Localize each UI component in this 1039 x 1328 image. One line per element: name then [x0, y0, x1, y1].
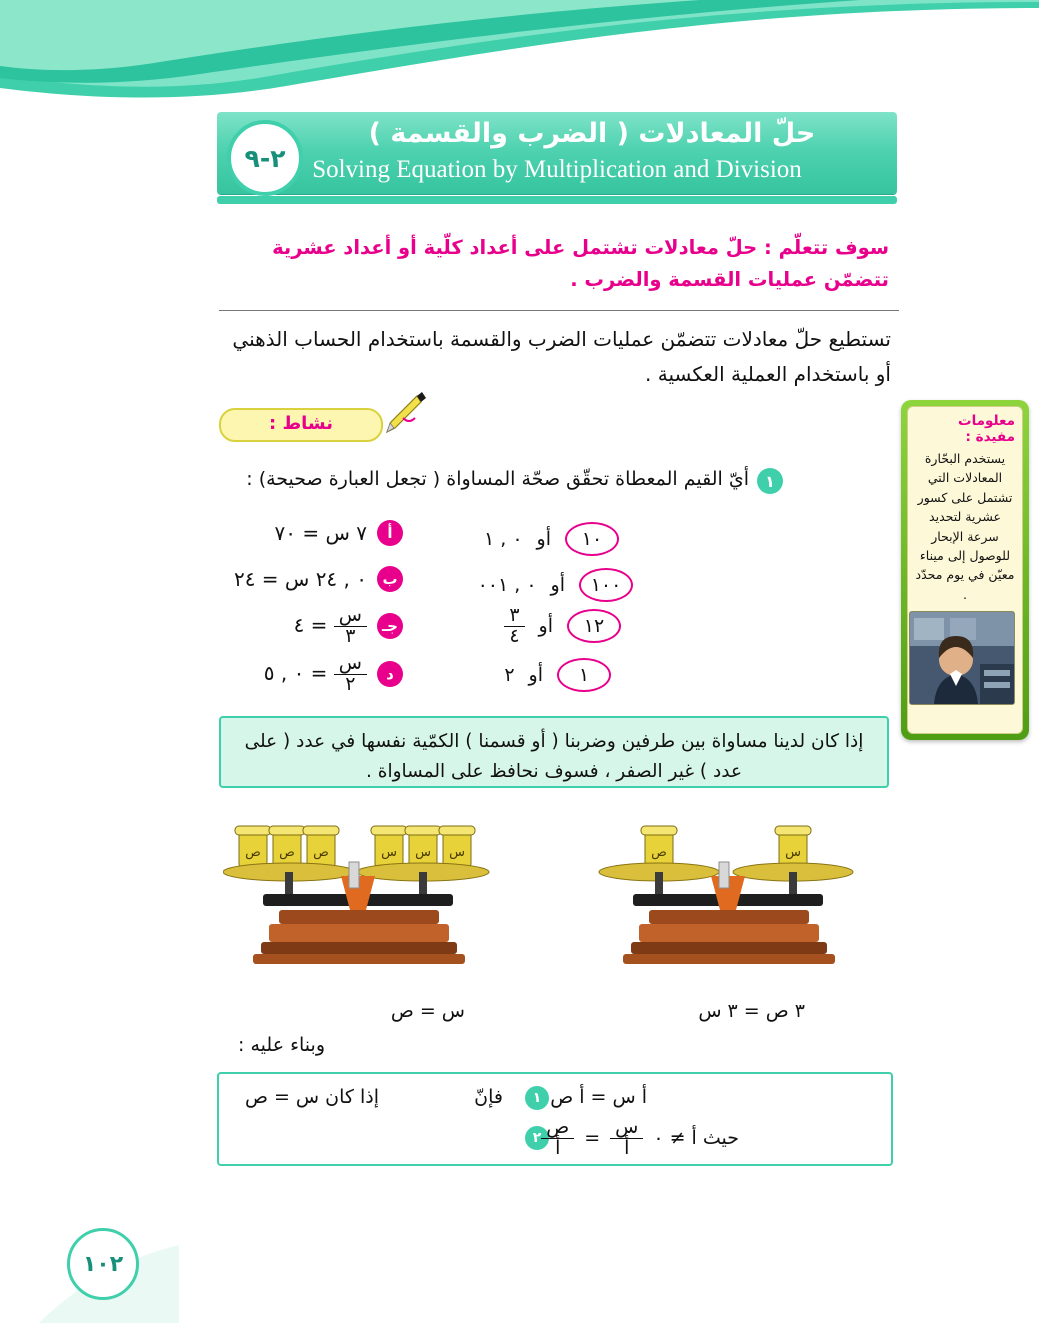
- q1-item-d-choices[interactable]: [504, 658, 611, 692]
- q1-item-c-badge: جـ: [377, 613, 403, 639]
- lesson-number-badge: ٢-٩: [227, 120, 303, 196]
- q1-item-c-choice-fraction[interactable]: [504, 606, 524, 647]
- conclusion-then: فإنّ: [474, 1086, 503, 1108]
- q1-item-b-choice-other[interactable]: ٠ , ٠٠١: [477, 574, 537, 596]
- lesson-title-ar: حلّ المعادلات ( الضرب والقسمة ): [368, 118, 816, 149]
- q1-item-d-numerator: س: [334, 654, 367, 675]
- q1-item-b-or: أو: [550, 574, 565, 596]
- q1-item-b-badge: ب: [377, 566, 403, 592]
- top-decoration: [0, 0, 1039, 110]
- divider: [219, 310, 899, 311]
- lesson-title-en: Solving Equation by Multiplication and Division: [312, 156, 802, 183]
- q1-item-c-choices[interactable]: [504, 606, 621, 647]
- svg-text:س: س: [449, 845, 465, 860]
- useful-info-card: [901, 400, 1029, 740]
- page-number: ١٠٢: [67, 1228, 139, 1300]
- q1-item-a-or: أو: [536, 528, 551, 550]
- conclusion-equals: =: [584, 1127, 601, 1150]
- conclusion-fraction-1-numerator: س: [610, 1118, 643, 1139]
- q1-item-b-choice-selected[interactable]: ١٠٠: [579, 568, 633, 602]
- conclusion-line1: أ س = أ ص: [550, 1086, 647, 1108]
- q1-item-a-choice-selected[interactable]: ١٠: [565, 522, 619, 556]
- q1-item-a-choice-other[interactable]: ٠ , ١: [483, 528, 523, 550]
- q1-item-a-choices[interactable]: [484, 522, 619, 556]
- scale-captions: [223, 1000, 889, 1026]
- q1-item-a: [223, 520, 403, 546]
- conclusion-fraction-1-denominator: أ: [624, 1136, 630, 1159]
- sailor-photo: [909, 611, 1015, 705]
- q1-item-a-badge: أ: [377, 520, 403, 546]
- q1-item-a-equation: ٧ س = ٧٠: [274, 521, 367, 545]
- left-scale-caption: ٣ ص = ٣ س: [698, 1000, 805, 1022]
- conclusion-fraction-1: [610, 1118, 643, 1159]
- q1-item-d-choice-selected[interactable]: ١: [557, 658, 611, 692]
- q1-item-c-choice-denominator: ٤: [509, 624, 520, 647]
- conclusion-line2-badge: ٢: [525, 1126, 549, 1150]
- q1-item-c-or: أو: [538, 615, 553, 638]
- q1-item-c-denominator: ٣: [345, 624, 356, 647]
- conclusion-fraction-2: [541, 1118, 574, 1159]
- q1-item-c-equation-rest: = ٤: [293, 612, 328, 637]
- right-scale-caption: س = ص: [390, 1000, 465, 1022]
- header-underline: [217, 196, 897, 204]
- conclusion-line1-badge: ١: [525, 1086, 549, 1110]
- svg-text:ص: ص: [245, 845, 261, 860]
- q1-item-d-fraction: [334, 654, 367, 695]
- q1-item-d-equation-rest: = ٠ , ٥: [263, 660, 328, 685]
- after-label: وبناء عليه :: [238, 1034, 325, 1056]
- q1-item-d-choice-other[interactable]: ٢: [504, 664, 515, 686]
- q1-item-d-denominator: ٢: [345, 672, 356, 695]
- svg-text:ص: ص: [651, 845, 667, 860]
- q1-item-c-equation: [294, 606, 367, 647]
- svg-text:س: س: [381, 845, 397, 860]
- svg-text:ص: ص: [313, 845, 329, 860]
- conclusion-line2-condition: حيث أ ≠ ٠: [653, 1127, 739, 1150]
- activity-label: نشاط :: [269, 413, 333, 434]
- rule-box: [219, 716, 889, 788]
- useful-info-card-inner: [907, 406, 1023, 734]
- rule-box-text: إذا كان لدينا مساواة بين طرفين وضربنا ( أو قسمنا ) الكمّية نفسها في عدد ( على عدد ) غير الصفر ، فسوف نحافظ على المساواة .: [244, 731, 864, 782]
- q1-item-d: [223, 654, 403, 695]
- pencil-icon: [381, 392, 429, 438]
- question-1: [223, 468, 783, 494]
- q1-item-c-numerator: س: [334, 606, 367, 627]
- q1-item-b-equation: ٠ , ٢٤ س = ٢٤: [233, 567, 367, 591]
- q1-item-d-or: أو: [528, 664, 543, 686]
- activity-pill: [219, 408, 383, 442]
- question-1-badge: ١: [757, 468, 783, 494]
- conclusion-fraction-2-denominator: أ: [555, 1136, 561, 1159]
- svg-text:ص: ص: [279, 845, 295, 860]
- q1-item-c-choice-numerator: ٣: [504, 606, 524, 627]
- q1-item-d-equation: [264, 654, 367, 695]
- svg-text:س: س: [415, 845, 431, 860]
- q1-item-b: [223, 566, 403, 592]
- q1-item-d-badge: د: [377, 661, 403, 687]
- useful-info-title: معلومات مفيدة :: [958, 413, 1015, 445]
- conclusion-fraction-2-numerator: ص: [541, 1118, 574, 1139]
- question-1-text: أيّ القيم المعطاة تحقّق صحّة المساواة ( تجعل العبارة صحيحة) :: [246, 468, 749, 490]
- svg-text:س: س: [785, 845, 801, 860]
- useful-info-text: يستخدم البحّارة المعادلات التي تشتمل على كسور عشرية لتحديد سرعة الإبحار للوصول إلى ميناء معيّن في يوم محدّد .: [915, 451, 1015, 602]
- lesson-header-banner: [217, 112, 897, 194]
- intro-paragraph: تستطيع حلّ معادلات تتضمّن عمليات الضرب والقسمة باستخدام الحساب الذهني أو باستخدام العملية العكسية .: [232, 327, 891, 386]
- q1-item-b-choices[interactable]: [478, 568, 633, 602]
- conclusion-if: إذا كان س = ص: [244, 1086, 379, 1108]
- conclusion-line2: [541, 1118, 739, 1159]
- q1-item-c: [223, 606, 403, 647]
- q1-item-c-fraction: [334, 606, 367, 647]
- q1-item-c-choice-selected[interactable]: ١٢: [567, 609, 621, 643]
- lesson-objective: سوف تتعلّم : حلّ معادلات تشتمل على أعداد كلّية أو أعداد عشرية تتضمّن عمليات القسمة والضرب .: [272, 236, 889, 292]
